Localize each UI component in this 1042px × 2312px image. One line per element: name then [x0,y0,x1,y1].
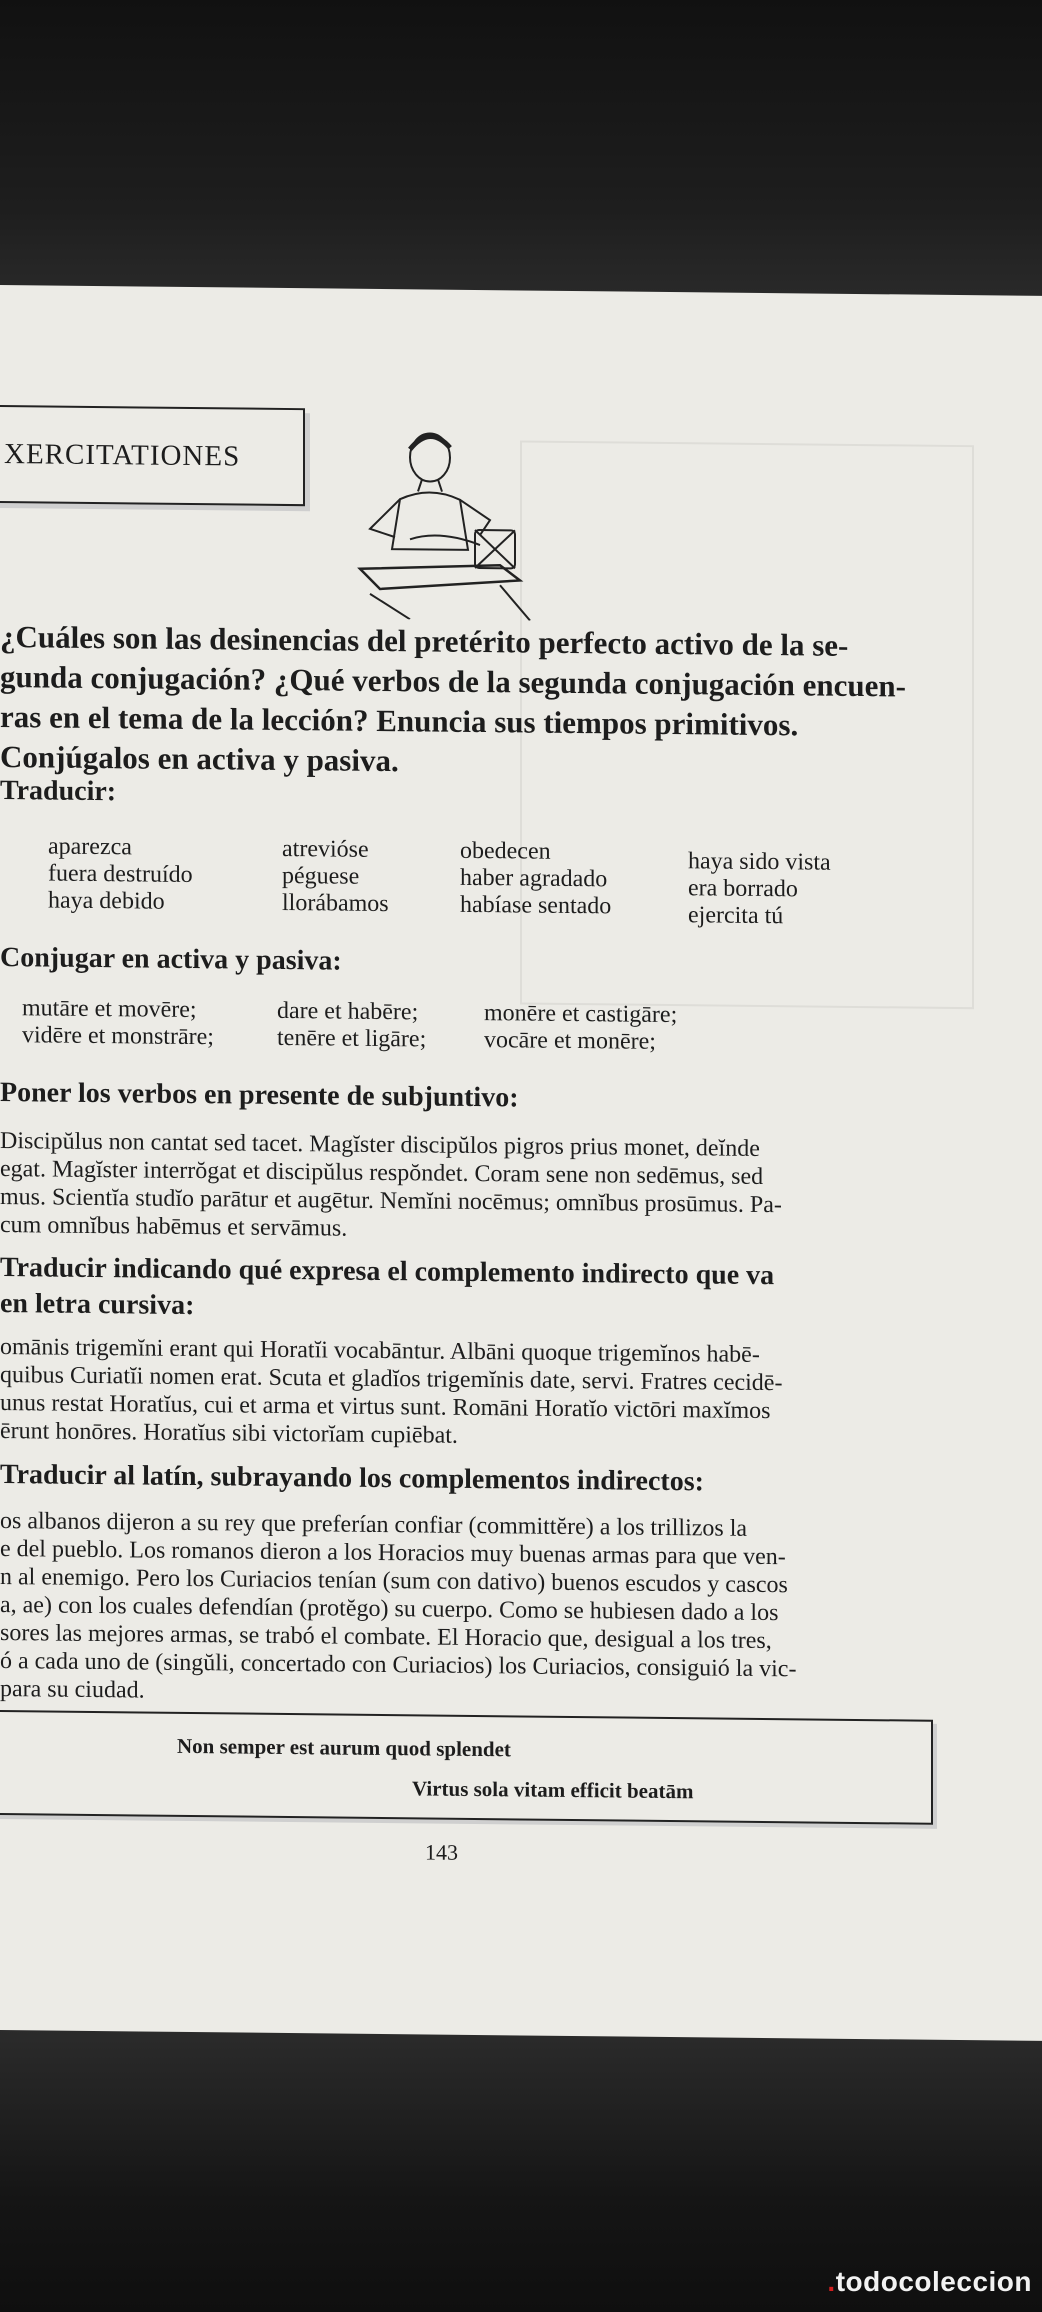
word-item: haya debido [48,887,165,915]
section-title-text: XERCITATIONES [4,437,241,473]
word-item: monēre et castigāre; [484,1000,678,1029]
text-line: a, ae) con los cuales defendían (protĕgo) su cuerpo. Como se hubiesen dado a los [0,1592,779,1627]
motto-line: Non semper est aurum quod splendet [177,1733,511,1762]
word-item: aparezca [48,833,132,861]
word-item: haya sido vista [688,848,831,876]
indirecto-heading: en letra cursiva: [0,1288,195,1322]
traducir-heading: Traducir: [0,775,117,808]
watermark-logo [827,2266,1032,2298]
question-line: Conjúgalos en activa y pasiva. [0,739,399,779]
indirecto-heading: Traducir indicando qué expresa el complemento indirecto que va [0,1252,775,1292]
word-item: mutāre et movēre; [22,995,197,1024]
word-item: dare et habēre; [277,997,419,1026]
student-illustration [350,419,550,621]
word-item: habíase sentado [460,891,612,920]
watermark-text: todocoleccion [835,2266,1032,2297]
word-item: tenēre et ligāre; [277,1024,427,1053]
question-line: ¿Cuáles son las desinencias del pretérito perfecto activo de la se- [0,619,849,663]
traducir-word-grid [48,834,948,933]
page-number: 143 [425,1839,458,1865]
question-line: ras en el tema de la lección? Enuncia sus tiempos primitivos. [0,699,799,743]
subjuntivo-paragraph [0,1127,1042,1250]
text-line: unus restat Horatĭus, cui et arma et virtus sunt. Romāni Horatĭo victōri maxĭmos [0,1390,771,1425]
question-line: gunda conjugación? ¿Qué verbos de la segunda conjugación encuen- [0,659,906,704]
word-item: vocāre et monēre; [484,1027,656,1055]
subjuntivo-heading: Poner los verbos en presente de subjuntivo: [0,1077,519,1114]
word-item: atrevióse [282,835,369,863]
latin-heading: Traducir al latín, subrayando los complementos indirectos: [0,1459,704,1498]
text-line: egat. Magĭster interrŏgat et discipŭlus respŏndet. Coram sene non sedēmus, sed [0,1156,764,1190]
word-item: obedecen [460,837,551,865]
text-line: ó a cada uno de (singŭli, concertado con Curiacios) los Curiacios, consiguió la vic- [0,1648,797,1683]
word-item: vidēre et monstrāre; [22,1022,214,1051]
text-line: sores las mejores armas, se trabó el combate. El Horacio que, desigual a los tres, [0,1620,772,1655]
text-line: e del pueblo. Los romanos dieron a los Horacios muy buenas armas para que ven- [0,1536,786,1571]
conjugar-heading: Conjugar en activa y pasiva: [0,942,342,977]
text-line: ērunt honōres. Horatĭus sibi victorĭam cupiēbat. [0,1418,458,1449]
word-item: péguese [282,862,360,890]
motto-box [0,1710,933,1825]
text-line: para su ciudad. [0,1676,145,1704]
word-item: llorábamos [282,889,389,918]
text-line: n al enemigo. Pero los Curiacios tenían (sum con dativo) buenos escudos y cascos [0,1564,788,1599]
text-line: Discipŭlus non cantat sed tacet. Magĭster discipŭlos pigros prius monet, deĭnde [0,1128,760,1162]
watermark-dot: . [827,2266,836,2297]
word-item: era borrado [688,875,798,903]
text-line: mus. Scientĭa studĭo parātur et augētur. Nemĭni nocēmus; omnĭbus prosūmus. Pa- [0,1184,782,1219]
text-line: os albanos dijeron a su rey que preferían confiar (committĕre) a los trillizos la [0,1508,748,1542]
indirecto-paragraph [0,1333,1042,1456]
book-page [0,285,1042,2041]
text-line: cum omnĭbus habēmus et servāmus. [0,1212,348,1242]
background-top [0,0,1042,300]
word-item: haber agradado [460,864,608,893]
motto-line: Virtus sola vitam efficit beatām [412,1776,694,1804]
text-line: quibus Curiatĭi nomen erat. Scuta et gladĭos trigemĭnis date, servi. Fratres cecidē- [0,1362,783,1397]
conjugar-word-grid [22,995,922,1064]
word-item: ejercita tú [688,902,784,930]
text-line: omānis trigemĭni erant qui Horatĭi vocabāntur. Albāni quoque trigemĭnos habē- [0,1334,760,1368]
question-paragraph [0,617,1000,787]
section-title [0,405,305,506]
word-item: fuera destruído [48,860,193,889]
latin-paragraph [0,1507,1042,1714]
